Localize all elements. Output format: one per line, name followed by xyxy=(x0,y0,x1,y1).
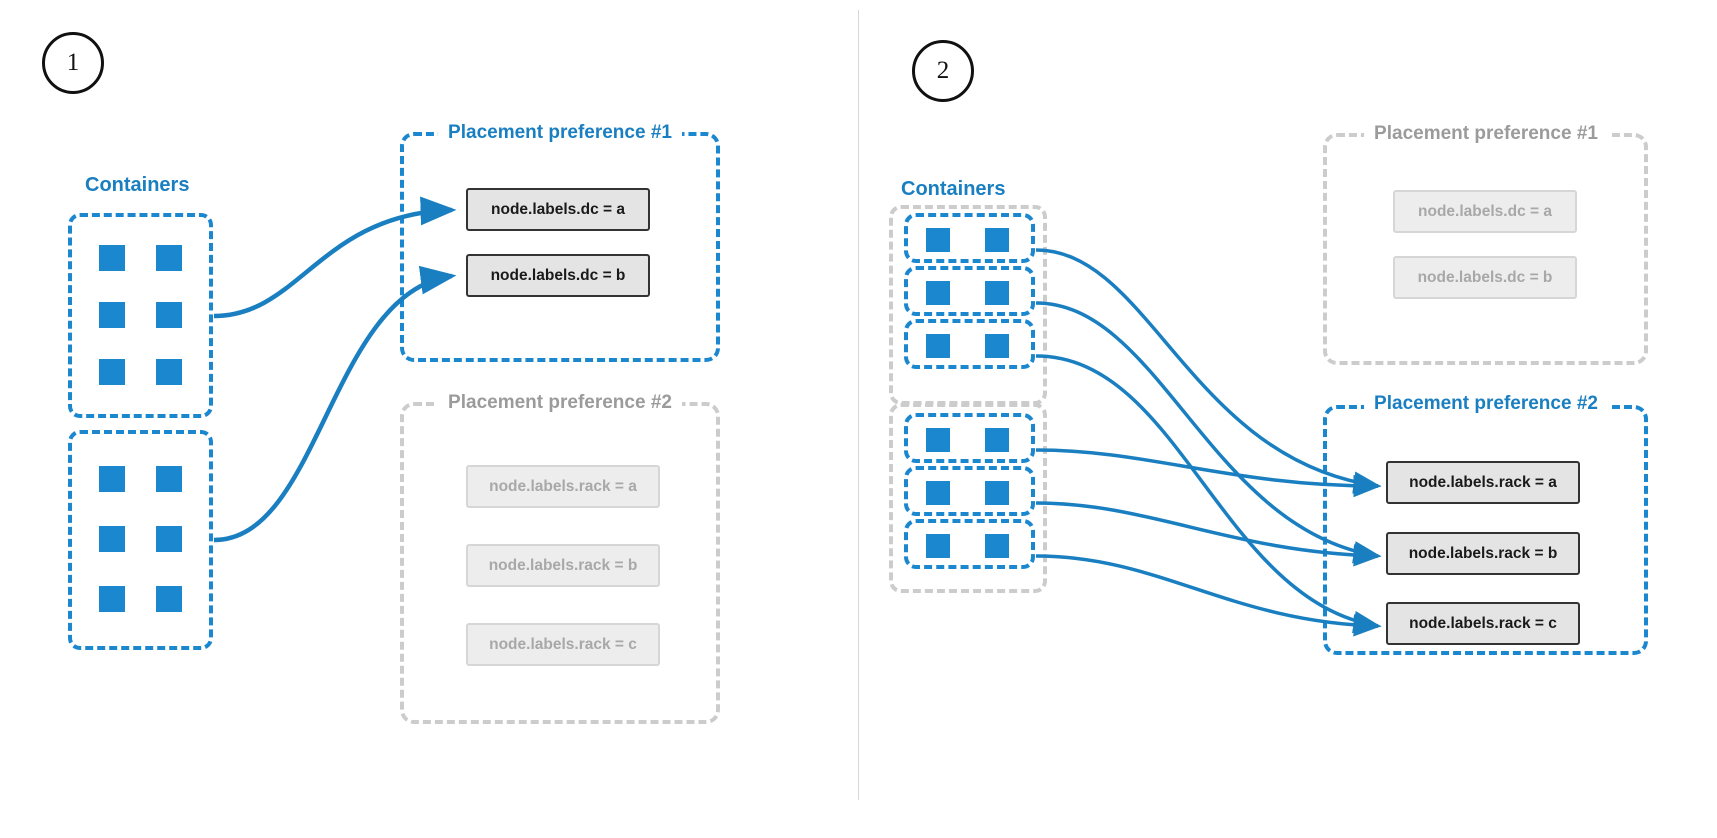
container-square xyxy=(156,245,182,271)
node-label-box: node.labels.rack = a xyxy=(466,465,660,508)
container-square xyxy=(99,245,125,271)
placement-preference-1-title: Placement preference #1 xyxy=(438,122,682,144)
container-square xyxy=(926,228,950,252)
node-label-box: node.labels.rack = a xyxy=(1386,461,1580,504)
container-square xyxy=(985,228,1009,252)
containers-group-bottom xyxy=(68,430,213,650)
node-label-box: node.labels.rack = b xyxy=(1386,532,1580,575)
containers-row xyxy=(904,466,1035,516)
step-badge-2: 2 xyxy=(912,40,974,102)
containers-row xyxy=(904,266,1035,316)
node-label-box: node.labels.rack = b xyxy=(466,544,660,587)
container-square xyxy=(985,281,1009,305)
node-label-box: node.labels.dc = b xyxy=(1393,256,1577,299)
container-square xyxy=(156,586,182,612)
container-square xyxy=(926,334,950,358)
container-square xyxy=(99,359,125,385)
placement-preference-1-group xyxy=(400,132,720,362)
placement-preference-1-title: Placement preference #1 xyxy=(1364,123,1608,145)
node-label-box: node.labels.dc = b xyxy=(466,254,650,297)
placement-preference-2-title: Placement preference #2 xyxy=(1364,393,1608,415)
container-square xyxy=(99,526,125,552)
step-badge-1: 1 xyxy=(42,32,104,94)
containers-row xyxy=(904,213,1035,263)
node-label-box: node.labels.dc = a xyxy=(1393,190,1577,233)
container-square xyxy=(926,534,950,558)
container-square xyxy=(156,526,182,552)
container-square xyxy=(926,428,950,452)
container-square xyxy=(985,334,1009,358)
panel-step-1 xyxy=(0,0,858,838)
container-square xyxy=(99,586,125,612)
container-square xyxy=(985,534,1009,558)
containers-row xyxy=(904,319,1035,369)
placement-preference-2-title: Placement preference #2 xyxy=(438,392,682,414)
container-square xyxy=(156,359,182,385)
containers-label-1: Containers xyxy=(85,174,190,196)
panel-step-2 xyxy=(858,0,1717,838)
containers-group-top xyxy=(68,213,213,418)
containers-row xyxy=(904,413,1035,463)
container-square xyxy=(156,466,182,492)
containers-label-2: Containers xyxy=(901,178,1006,200)
container-square xyxy=(156,302,182,328)
containers-row xyxy=(904,519,1035,569)
node-label-box: node.labels.rack = c xyxy=(466,623,660,666)
container-square xyxy=(99,466,125,492)
container-square xyxy=(985,481,1009,505)
placement-preference-1-group xyxy=(1323,133,1648,365)
container-square xyxy=(99,302,125,328)
container-square xyxy=(985,428,1009,452)
node-label-box: node.labels.rack = c xyxy=(1386,602,1580,645)
node-label-box: node.labels.dc = a xyxy=(466,188,650,231)
container-square xyxy=(926,281,950,305)
container-square xyxy=(926,481,950,505)
